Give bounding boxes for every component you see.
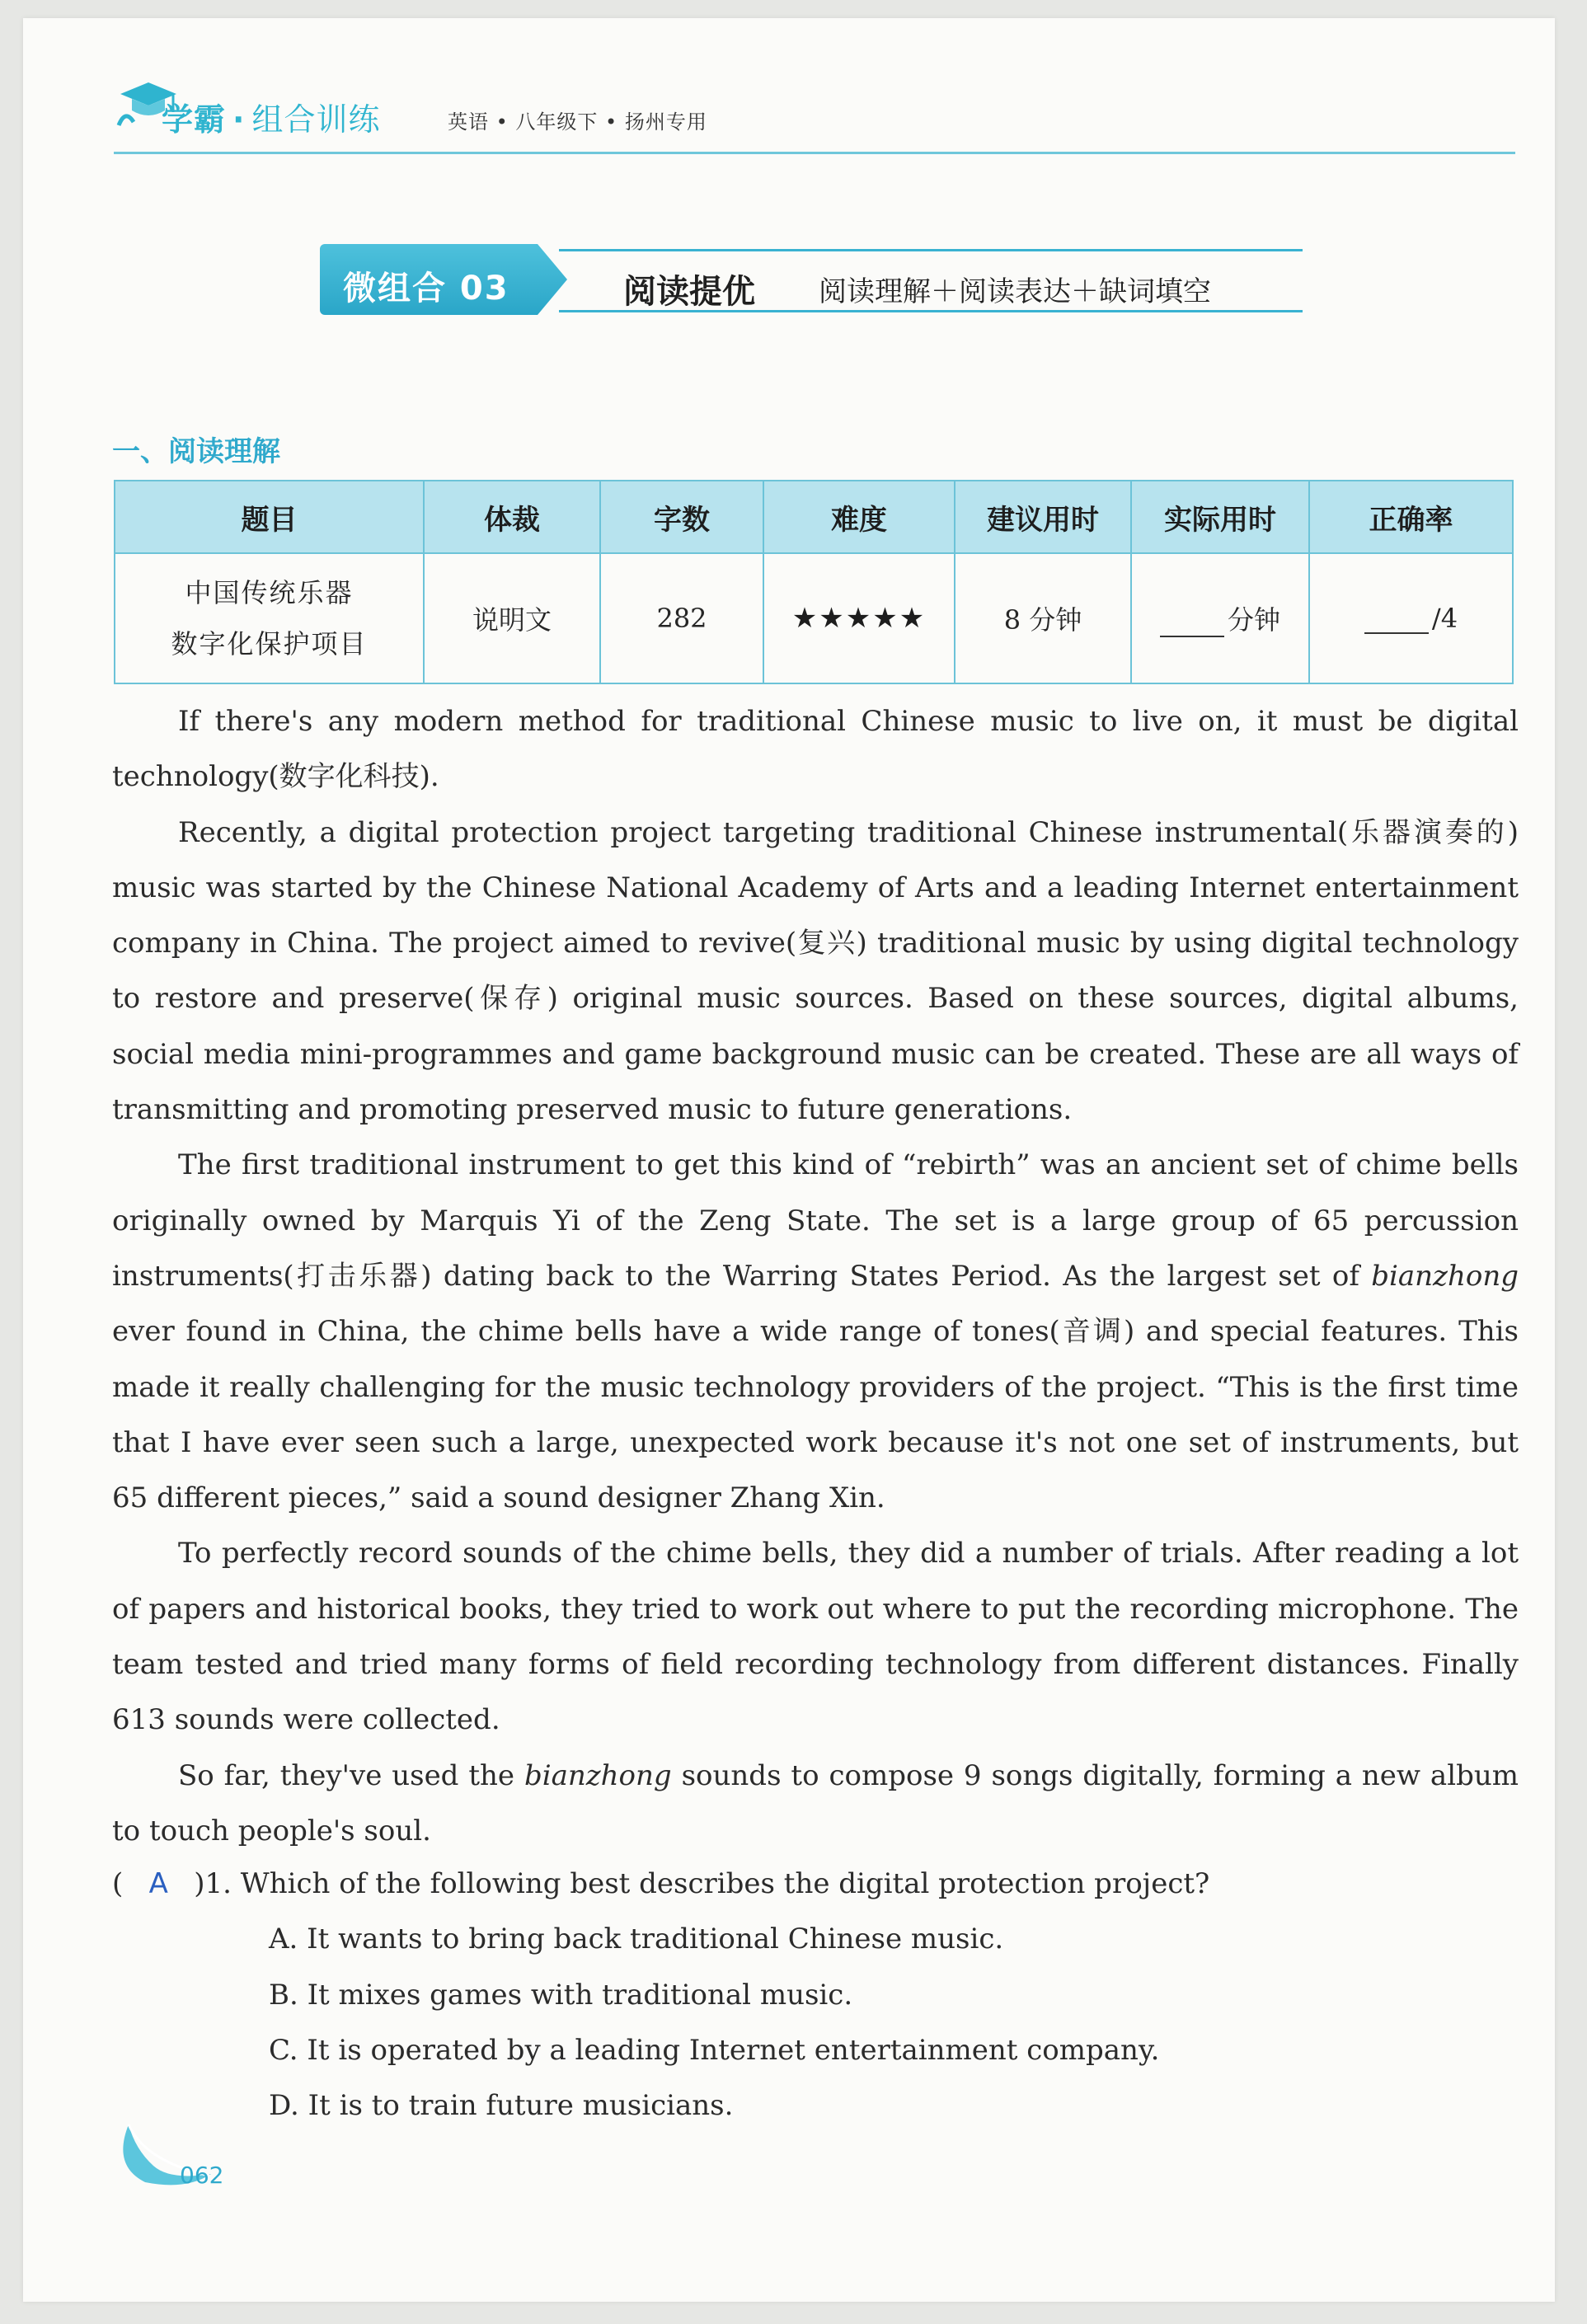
question-stem: Which of the following best describes the digital protection project? — [240, 1867, 1210, 1900]
cell-title — [115, 553, 424, 683]
cell-title-text — [171, 567, 367, 669]
cell-genre: 说明文 — [424, 553, 600, 683]
col-header-difficulty: 难度 — [763, 481, 955, 553]
banner-rule-top — [559, 249, 1303, 251]
brand-separator: · — [232, 101, 246, 138]
cell-word-count: 282 — [600, 553, 763, 683]
p5-text-a: So far, they've used the — [178, 1758, 524, 1792]
question-number: 1. — [204, 1867, 232, 1900]
cell-difficulty — [763, 553, 955, 683]
answer-close-paren: ) — [194, 1867, 205, 1900]
cell-suggested-time: 8 分钟 — [955, 553, 1131, 683]
option-a[interactable]: A. It wants to bring back traditional Chinese music. — [269, 1923, 1004, 1956]
passage-paragraph-3 — [112, 1138, 1519, 1526]
table-header-row — [115, 481, 1513, 553]
answer-blank[interactable]: A — [148, 1867, 168, 1900]
col-header-genre: 体裁 — [424, 481, 600, 553]
section-banner — [320, 231, 1326, 322]
col-header-actual-time: 实际用时 — [1131, 481, 1309, 553]
title-line-2: 数字化保护项目 — [171, 628, 368, 660]
accuracy-total: /4 — [1431, 603, 1458, 634]
page-header — [114, 76, 1515, 150]
col-header-word-count: 字数 — [600, 481, 763, 553]
option-d[interactable]: D. It is to train future musicians. — [269, 2089, 734, 2123]
p3-text-b: ever found in China, the chime bells have a wide range of tones(音调) and special features. This made it really challenging for the music technology providers of the project. “This is the first time that I have ever seen such a large, unexpected work because it's not one set of instruments, but 65 different pieces,” said a sound designer Zhang Xin. — [112, 1315, 1519, 1515]
col-header-accuracy: 正确率 — [1309, 481, 1513, 553]
cell-accuracy[interactable] — [1309, 553, 1513, 683]
banner-tag: 微组合 03 — [343, 270, 509, 308]
title-line-1: 中国传统乐器 — [185, 577, 354, 608]
actual-time-unit: 分钟 — [1227, 604, 1280, 636]
passage-paragraph-1: If there's any modern method for traditional Chinese music to live on, it must be digital technology(数字化科技). — [112, 705, 1519, 794]
difficulty-stars: ★★★★★ — [791, 602, 927, 635]
banner-title: 阅读提优 — [623, 273, 755, 311]
accuracy-blank[interactable] — [1364, 609, 1429, 634]
reading-info-table — [114, 480, 1514, 684]
option-c[interactable]: C. It is operated by a leading Internet entertainment company. — [269, 2033, 1160, 2067]
brand-subtitle: 组合训练 — [251, 101, 381, 138]
answer-open-paren: ( — [112, 1867, 124, 1900]
passage-paragraph-4: To perfectly record sounds of the chime bells, they did a number of trials. After reading a lot of papers and historical books, they tried to work out where to put the recording microphone. The team tested and tried many forms of field recording technology from different distances. Finally 613 sounds were collected. — [112, 1537, 1519, 1737]
reading-passage — [112, 694, 1519, 1859]
workbook-page — [23, 18, 1555, 2302]
section-heading: 一、阅读理解 — [112, 435, 280, 468]
brand-name: 学霸 — [162, 101, 227, 138]
p3-text-a: The first traditional instrument to get this kind of “rebirth” was an ancient set of chime bells originally owned by Marquis Yi of the Zeng State. The set is a large group of 65 percussion instruments(打击乐器) dating back to the Warring States Period. As the largest set of — [112, 1148, 1519, 1293]
page-number: 062 — [180, 2162, 224, 2189]
subject-line: 英语 • 八年级下 • 扬州专用 — [448, 110, 707, 134]
cell-actual-time[interactable] — [1131, 553, 1309, 683]
option-b[interactable]: B. It mixes games with traditional music. — [269, 1978, 853, 2012]
question-stem-line — [112, 1857, 1519, 1912]
table-row — [115, 553, 1513, 683]
col-header-suggested-time: 建议用时 — [955, 481, 1131, 553]
brand-title — [162, 94, 380, 139]
col-header-title: 题目 — [115, 481, 424, 553]
p3-italic-term: bianzhong — [1371, 1259, 1519, 1293]
passage-paragraph-5 — [112, 1749, 1519, 1860]
passage-paragraph-2: Recently, a digital protection project targeting traditional Chinese instrumental(乐器演奏的) music was started by the Chinese National Academy of Arts and a leading Internet entertainment company in China. The project aimed to revive(复兴) traditional music by using digital technology to restore and preserve(保存) original music sources. Based on these sources, digital albums, social media mini-programmes and game background music can be created. These are all ways of transmitting and promoting preserved music to future generations. — [112, 815, 1519, 1127]
p5-text-b: sounds to compose 9 songs digitally, forming a new album to touch people's soul. — [112, 1758, 1519, 1847]
banner-subtitle: 阅读理解＋阅读表达＋缺词填空 — [819, 275, 1211, 308]
p5-italic-term: bianzhong — [524, 1758, 672, 1792]
actual-time-blank[interactable] — [1160, 613, 1224, 637]
question-1 — [112, 1857, 1519, 2134]
header-divider — [114, 152, 1515, 154]
